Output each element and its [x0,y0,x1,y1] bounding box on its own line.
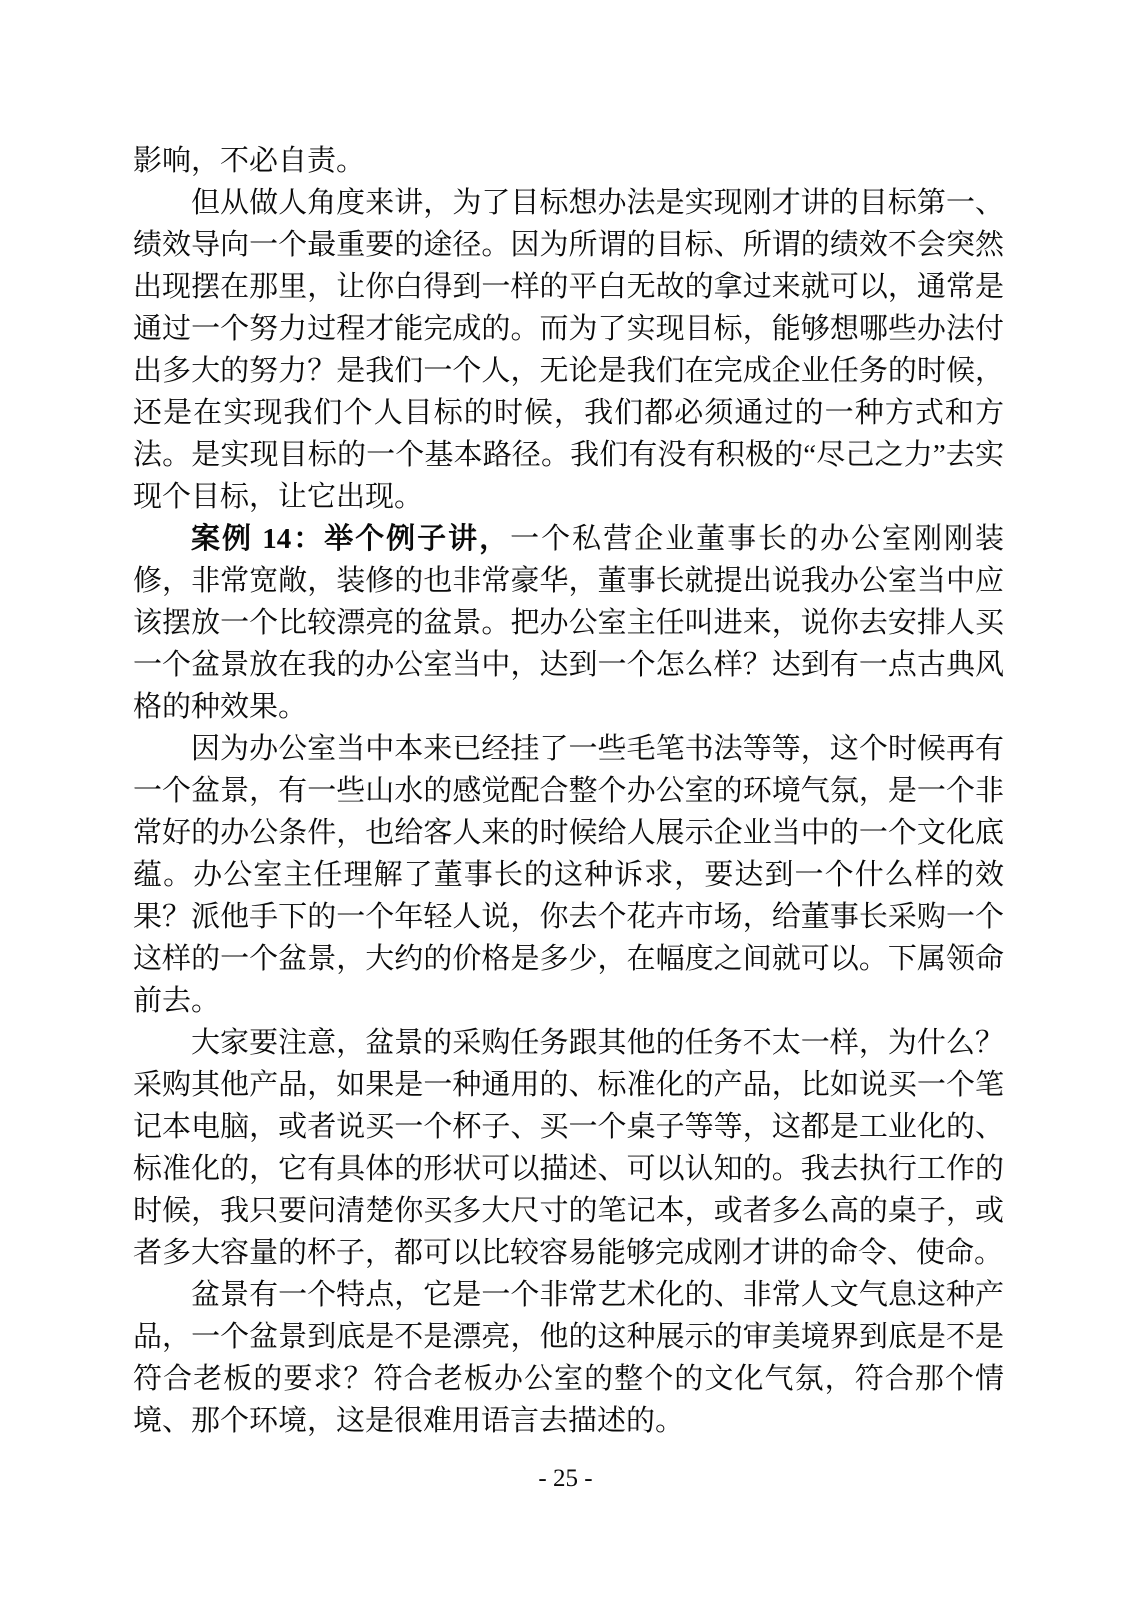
paragraph [133,1274,1004,1442]
page-number: - 25 - [538,1465,593,1492]
paragraph-case-study [133,518,1004,728]
paragraph-text: 因为办公室当中本来已经挂了一些毛笔书法等等，这个时候再有一个盆景，有一些山水的感觉配合整个办公室的环境气氛，是一个非常好的办公条件，也给客人来的时候给人展示企业当中的一个文化底蕴。办公室主任理解了董事长的这种诉求，要达到一个什么样的效果？派他手下的一个年轻人说，你去个花卉市场，给董事长采购一个这样的一个盆景，大约的价格是多少，在幅度之间就可以。下属领命前去。 [133,733,1004,1017]
paragraph [133,182,1004,518]
paragraph-text: 但从做人角度来讲，为了目标想办法是实现刚才讲的目标第一、绩效导向一个最重要的途径。因为所谓的目标、所谓的绩效不会突然出现摆在那里，让你白得到一样的平白无故的拿过来就可以，通常是通过一个努力过程才能完成的。而为了实现目标，能够想哪些办法付出多大的努力？是我们一个人，无论是我们在完成企业任务的时候，还是在实现我们个人目标的时候，我们都必须通过的一种方式和方法。是实现目标的一个基本路径。我们有没有积极的“尽己之力”去实现个目标，让它出现。 [133,187,1004,513]
paragraph-text: 盆景有一个特点，它是一个非常艺术化的、非常人文气息这种产品，一个盆景到底是不是漂亮，他的这种展示的审美境界到底是不是符合老板的要求？符合老板办公室的整个的文化气氛，符合那个情境、那个环境，这是很难用语言去描述的。 [133,1279,1004,1437]
paragraph [133,140,1004,182]
paragraph [133,728,1004,1022]
paragraph-text: 一个私营企业董事长的办公室刚刚装修，非常宽敞，装修的也非常豪华，董事长就提出说我办公室当中应该摆放一个比较漂亮的盆景。把办公室主任叫进来，说你去安排人买一个盆景放在我的办公室当中，达到一个怎么样？达到有一点古典风格的种效果。 [133,523,1004,723]
case-study-lead-text: 案例 14：举个例子讲， [191,523,511,555]
paragraph-text: 影响，不必自责。 [133,145,366,177]
paragraph [133,1022,1004,1274]
paragraph-text: 大家要注意，盆景的采购任务跟其他的任务不太一样，为什么？采购其他产品，如果是一种通用的、标准化的产品，比如说买一个笔记本电脑，或者说买一个杯子、买一个桌子等等，这都是工业化的、标准化的，它有具体的形状可以描述、可以认知的。我去执行工作的时候，我只要问清楚你买多大尺寸的笔记本，或者多么高的桌子，或者多大容量的杯子，都可以比较容易能够完成刚才讲的命令、使命。 [133,1027,1004,1269]
page-body-text [133,140,1004,1442]
